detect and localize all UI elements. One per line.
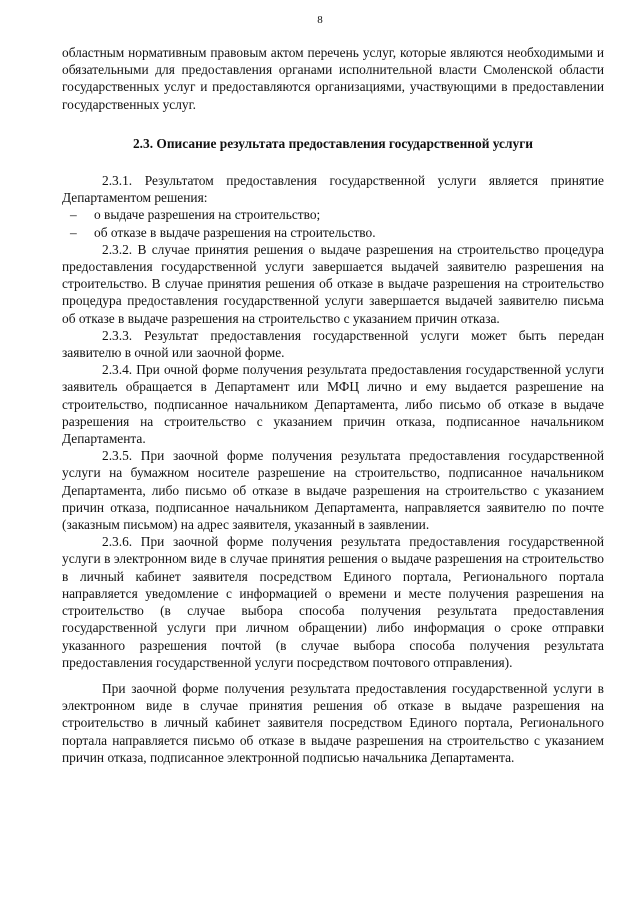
paragraph-2-3-6: 2.3.6. При заочной форме получения результата предоставления государственной услуги в электронном виде в случае принятия решения о выдаче разрешения на строительство в личный кабинет заявителя посредством Единого портала, Регионального портала направляется уведомление с информацией о времени и месте получения разрешения на строительство (в случае выбора способа получения результата предоставления государственной услуги при личном обращении) либо информация о сроке отправки указанного разрешения почтой (в случае выбора способа получения результата предоставления государственной услуги посредством почтового отправления).: [62, 534, 604, 670]
dash-marker: –: [70, 224, 77, 240]
document-body: [62, 44, 604, 766]
page-number: 8: [317, 14, 323, 26]
dash-marker: –: [70, 207, 77, 223]
paragraph-2-3-2: 2.3.2. В случае принятия решения о выдаче разрешения на строительство процедура предоставления государственной услуги завершается выдачей заявителю разрешения на строительство. В случае принятия решения об отказе в выдаче разрешения на строительство процедура предоставления государственной услуги завершается выдачей заявителю письма об отказе в выдаче разрешения на строительство с указанием причин отказа.: [62, 241, 604, 326]
paragraph-2-3-1: 2.3.1. Результатом предоставления государственной услуги является принятие Департаментом решения:: [62, 173, 604, 206]
list-item-text: об отказе в выдаче разрешения на строительство.: [94, 224, 376, 240]
list-item-text: о выдаче разрешения на строительство;: [94, 207, 321, 223]
intro-paragraph: областным нормативным правовым актом перечень услуг, которые являются необходимыми и обязательными для предоставления органами исполнительной власти Смоленской области государственных услуг и предоставляются организациями, участвующими в предоставлении государственных услуг.: [62, 45, 604, 112]
list-item-refuse-permit: [62, 224, 604, 241]
paragraph-2-3-4: 2.3.4. При очной форме получения результата предоставления государственной услуги заявитель обращается в Департамент или МФЦ лично и ему выдается разрешение на строительство, подписанное начальником Департамента, либо письмо об отказе в выдаче разрешения на строительство с указанием причин отказа, подписанное начальником Департамента.: [62, 362, 604, 447]
paragraph-2-3-5: 2.3.5. При заочной форме получения результата предоставления государственной услуги на бумажном носителе разрешение на строительство, подписанное начальником Департамента, либо письмо об отказе в выдаче разрешения на строительство с указанием причин отказа, подписанное начальником Департамента, направляется заявителю по почте (заказным письмом) на адрес заявителя, указанный в заявлении.: [62, 448, 604, 533]
section-heading: 2.3. Описание результата предоставления государственной услуги: [132, 135, 534, 151]
list-item-issue-permit: [62, 206, 604, 223]
paragraph-2-3-3: 2.3.3. Результат предоставления государственной услуги может быть передан заявителю в очной или заочной форме.: [62, 327, 604, 361]
final-paragraph: При заочной форме получения результата предоставления государственной услуги в электронном виде в случае принятия решения об отказе в выдаче разрешения на строительство в личный кабинет заявителя посредством Единого портала, Регионального портала направляется письмо об отказе в выдаче разрешения на строительство с указанием причин отказа, подписанное электронной подписью начальника Департамента.: [62, 680, 604, 765]
